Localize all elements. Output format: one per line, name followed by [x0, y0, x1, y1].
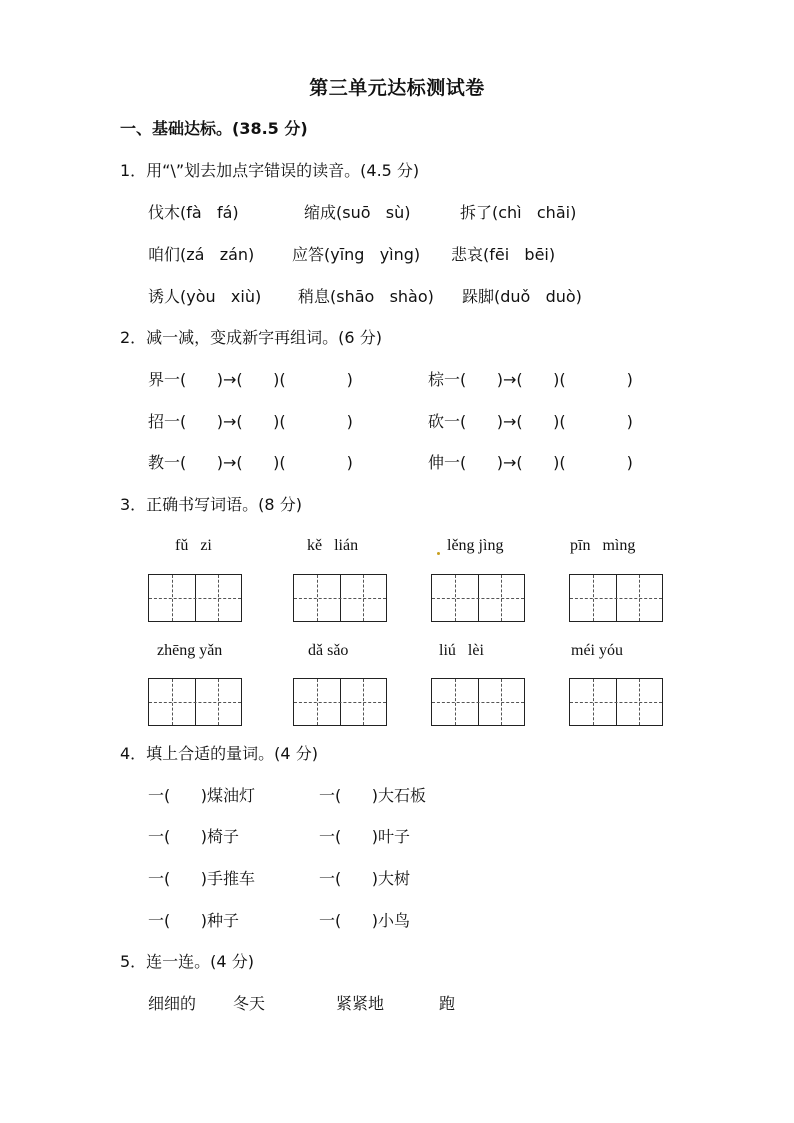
q4-prompt: 4．填上合适的量词。(4 分)	[120, 744, 318, 763]
writing-grid[interactable]	[293, 574, 387, 622]
q2-item: 教一( )→( )( )	[148, 453, 353, 472]
q4-item: 一( )小鸟	[319, 911, 411, 930]
q1-item: 拆了(chì chāi)	[460, 203, 577, 222]
q1-item: 应答(yīng yìng)	[292, 245, 421, 264]
writing-grid[interactable]	[569, 574, 663, 622]
q1-item: 诱人(yòu xiù)	[148, 287, 262, 306]
match-item[interactable]: 细细的	[148, 994, 197, 1013]
pinyin-label: pīn mìng	[570, 537, 636, 554]
match-item[interactable]: 冬天	[233, 994, 266, 1013]
q1-prompt: 1．用“\”划去加点字错误的读音。(4.5 分)	[120, 161, 420, 180]
q2-item: 伸一( )→( )( )	[428, 453, 633, 472]
q2-item: 界一( )→( )( )	[148, 370, 353, 389]
pinyin-label: zhēng yǎn	[157, 642, 223, 659]
q4-item: 一( )椅子	[148, 827, 240, 846]
page-title: 第三单元达标测试卷	[309, 77, 485, 99]
q1-item: 跺脚(duǒ duò)	[462, 287, 582, 306]
q1-item: 伐木(fà fá)	[148, 203, 239, 222]
section-heading: 一、基础达标。(38.5 分)	[120, 119, 308, 138]
writing-grid[interactable]	[569, 678, 663, 726]
q1-item: 咱们(zá zán)	[148, 245, 255, 264]
q4-item: 一( )手推车	[148, 869, 256, 888]
pinyin-label: méi yóu	[571, 642, 623, 659]
q4-item: 一( )大石板	[319, 786, 427, 805]
q2-item: 招一( )→( )( )	[148, 412, 353, 431]
q4-item: 一( )叶子	[319, 827, 411, 846]
match-item[interactable]: 跑	[439, 994, 456, 1013]
q4-item: 一( )种子	[148, 911, 240, 930]
writing-grid[interactable]	[293, 678, 387, 726]
pinyin-label: dǎ sǎo	[308, 642, 349, 659]
writing-grid[interactable]	[148, 678, 242, 726]
dot-mark	[437, 552, 440, 555]
q2-item: 棕一( )→( )( )	[428, 370, 633, 389]
writing-grid[interactable]	[431, 574, 525, 622]
writing-grid[interactable]	[431, 678, 525, 726]
q4-item: 一( )大树	[319, 869, 411, 888]
q1-item: 缩成(suō sù)	[304, 203, 411, 222]
pinyin-label: fǔ zi	[175, 537, 212, 554]
q1-item: 悲哀(fēi bēi)	[451, 245, 556, 264]
q5-prompt: 5．连一连。(4 分)	[120, 952, 254, 971]
q2-item: 砍一( )→( )( )	[428, 412, 633, 431]
q3-prompt: 3．正确书写词语。(8 分)	[120, 495, 302, 514]
pinyin-label: liú lèi	[439, 642, 484, 659]
q1-item: 稍息(shāo shào)	[298, 287, 434, 306]
q4-item: 一( )煤油灯	[148, 786, 256, 805]
q2-prompt: 2．减一减，变成新字再组词。(6 分)	[120, 328, 382, 347]
match-item[interactable]: 紧紧地	[336, 994, 385, 1013]
writing-grid[interactable]	[148, 574, 242, 622]
pinyin-label: lěng jìng	[447, 537, 504, 554]
pinyin-label: kě lián	[307, 537, 359, 554]
